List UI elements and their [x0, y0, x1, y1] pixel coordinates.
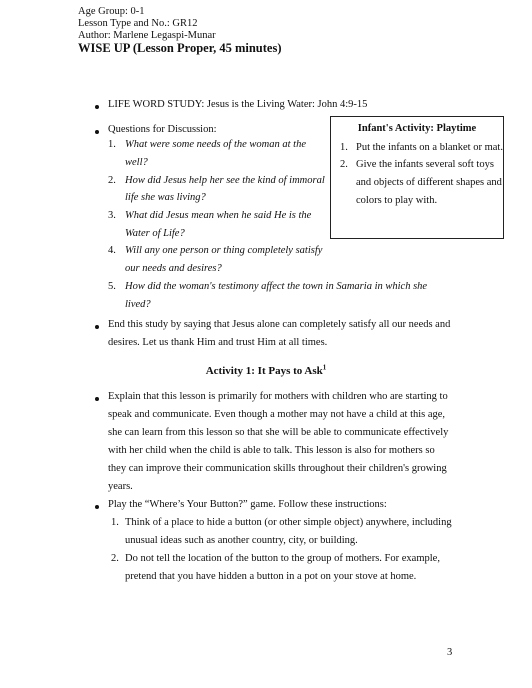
bullet [95, 325, 99, 329]
infant-activity-title: Infant's Activity: Playtime [357, 123, 477, 134]
end-study-line: End this study by saying that Jesus alone can completely satisfy all our needs and [108, 319, 451, 330]
activity-heading [0, 365, 532, 377]
question-line: our needs and desires? [125, 263, 222, 274]
explain-line: with her child when the child is able to talk. This lesson is also for mothers so [108, 445, 435, 456]
end-study-line: desires. Let us thank Him and trust Him at all times. [108, 337, 328, 348]
lesson-type: Lesson Type and No.: GR12 [78, 18, 198, 29]
section-title: WISE UP (Lesson Proper, 45 minutes) [78, 41, 282, 55]
question-line: Will any one person or thing completely satisfy [125, 245, 323, 256]
question-number: 2. [108, 175, 116, 186]
infant-activity-box [330, 116, 504, 239]
question-number: 5. [108, 281, 116, 292]
explain-line: Explain that this lesson is primarily for mothers with children who are starting to [108, 391, 448, 402]
age-group: Age Group: 0-1 [78, 6, 145, 17]
step-line: pretend that you have hidden a button in a pot on your stove at home. [125, 571, 417, 582]
question-line: What were some needs of the woman at the [125, 139, 306, 150]
bullet [95, 505, 99, 509]
bullet [95, 130, 99, 134]
explain-line: speak and communicate. Even though a mother may not have a child at this age, [108, 409, 446, 420]
explain-line: they can improve their communication skills throughout their children's growing [108, 463, 447, 474]
game-intro: Play the “Where’s Your Button?” game. Follow these instructions: [108, 499, 387, 510]
bullet [95, 397, 99, 401]
explain-line: years. [108, 481, 133, 492]
question-line: Water of Life? [125, 228, 185, 239]
step-line: Think of a place to hide a button (or other simple object) anywhere, including [125, 517, 452, 528]
bullet [95, 105, 99, 109]
step-line: Do not tell the location of the button to the group of mothers. For example, [125, 553, 440, 564]
question-line: well? [125, 157, 148, 168]
infant-item-line: colors to play with. [356, 195, 438, 206]
question-number: 4. [108, 245, 116, 256]
step-number: 1. [111, 517, 119, 528]
step-line: unusual ideas such as another country, city, or building. [125, 535, 358, 546]
infant-item-line: Give the infants several soft toys [356, 159, 494, 170]
infant-item-number: 1. [340, 142, 348, 153]
explain-line: she can learn from this lesson so that she will be able to communicate effectively [108, 427, 449, 438]
question-line: lived? [125, 299, 151, 310]
question-number: 3. [108, 210, 116, 221]
question-line: life she was living? [125, 192, 206, 203]
activity-title: Activity 1: It Pays to Ask [205, 365, 323, 377]
question-line: What did Jesus mean when he said He is the [125, 210, 312, 221]
questions-heading: Questions for Discussion: [108, 124, 217, 135]
footnote-marker: 1 [322, 363, 327, 372]
infant-item-line: and objects of different shapes and [356, 177, 502, 188]
question-line: How did Jesus help her see the kind of immoral [125, 175, 325, 186]
page-number: 3 [447, 647, 453, 658]
step-number: 2. [111, 553, 119, 564]
life-word-study: LIFE WORD STUDY: Jesus is the Living Water: John 4:9-15 [108, 99, 368, 110]
infant-item-number: 2. [340, 159, 348, 170]
question-line: How did the woman's testimony affect the town in Samaria in which she [125, 281, 428, 292]
author: Author: Marlene Legaspi-Munar [78, 30, 216, 41]
question-number: 1. [108, 139, 116, 150]
infant-item-line: Put the infants on a blanket or mat. [356, 142, 503, 153]
